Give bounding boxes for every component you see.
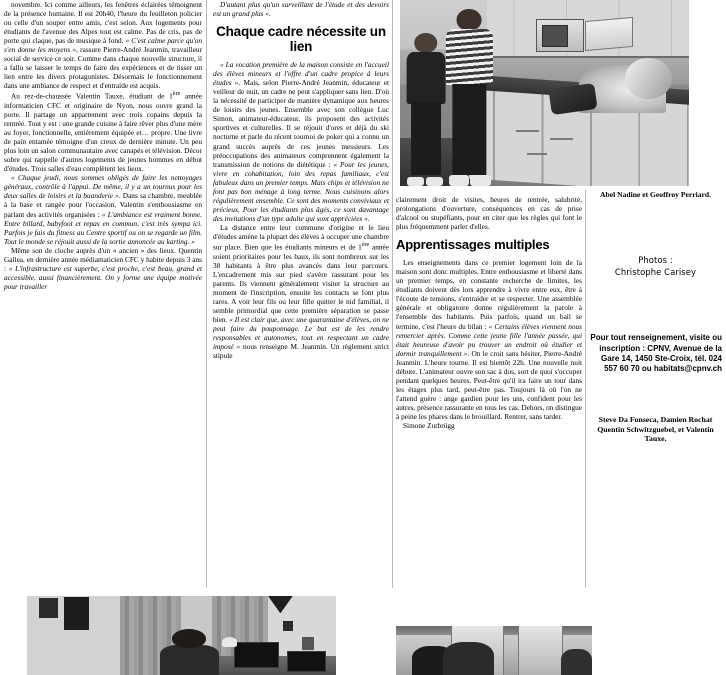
column-rule-3: [585, 190, 586, 588]
person-shoe: [470, 175, 490, 186]
person-shoe: [407, 177, 424, 186]
student-credit-names: Steve Da Fonseca, Damien Rochat Quentin Schwitzguebel, et Valentin Tauxe.: [597, 415, 714, 444]
kitchen-plate: [625, 58, 671, 99]
sidebar-column: [589, 190, 722, 444]
kitchen-range-hood: [585, 16, 633, 50]
cabinet-handle: [516, 130, 539, 132]
column-rule-1: [206, 0, 207, 588]
corridor-photo: [396, 626, 592, 675]
person-shoe: [426, 177, 443, 186]
photo-credit-label: Photos :: [638, 255, 673, 266]
article-column-1: [4, 0, 202, 291]
room-lamp: [222, 637, 237, 646]
cabinet-handle: [527, 153, 547, 155]
paragraph: Au rez-de-chaussée Valentin Tauxe, étudiant de 1ère année informaticien CFC et originaire de Nyon, nous ouvre grand la porte. Il partage un appartement avec trois copains depuis la rentrée. Tout y est : une grande cuisine à faire rêver plus d'une mère au foyer, fonctionnelle, entièrement équipée et… propre. Une livre de pain entamée témoigne d'un creux de dernière minute. Un peu plus loin un salon communautaire avec canapés et télévision. Décor sobre qui rappelle d'autres logements de jeunes hommes en début d'études. Trois salles d'eau complètent les lieux.: [4, 91, 202, 174]
room-person-body: [160, 645, 219, 675]
person-torso: [446, 29, 492, 86]
room-poster: [283, 621, 292, 630]
section-heading-apprentissages: Apprentissages multiples: [396, 237, 550, 253]
paragraph: Les enseignements dans ce premier logement loin de la maison sont donc multiples. Entre enthousiasme et liberté dans un premier temps, en constante recherche de limites, les étudiants doivent dès lors apprendre à vivre entre eux, être à l'écoute de tensions, s'entraider et se respecter. Une assemblée générale et obligatoire donne régulièrement la parole à l'ensemble des habitants. Puis parfois, quand un bail se termine, c'est l'heure du bilan : « Certains élèves viennent nous remercier après. Comme cette jeune fille l'année passée, qui était heureuse d'avoir pu trouver un endroit où étudier et dormir tranquillement ». On le croit sans hésiter, Pierre-André Jeanmin. L'heure tourne. Il est bientôt 22h. Une nouvelle nuit débute. L'animateur ouvre son sac à dos, sort de quoi s'occuper pendant quelques heures. Peut-être qu'il ira faire un tour dans les étages plus tard, peut-être pas. Toujours là où l'on ne l'attend guère : ange gardien pour les uns, confident pour les autres, présence rassurante en tous les cas. Dehors, on distingue à peine les phares dans le brouillard. Rentrer, sans tarder.: [396, 258, 583, 421]
paragraph: clairement droit de visites, heures de rentrée, salubrité, prolongations d'ouverture, conséquences en cas de prise d'alcool ou stupéfiants, pour en citer que les règles qui font le plus fréquemment parler d'elles.: [396, 195, 582, 232]
article-column-3: [396, 195, 582, 430]
person-left: [406, 33, 446, 186]
person-right: [446, 9, 492, 186]
photo-credit-name: Christophe Carisey: [614, 266, 697, 277]
person-shoe: [449, 175, 469, 186]
room-person-head: [172, 629, 206, 648]
person-legs: [411, 102, 441, 175]
paragraph: « La vocation première de la maison consiste en l'accueil des élèves mineurs et l'offre d'un cadre propice à leurs études ». Mais, selon Pierre-André Jeanmin, éducateur et veilleur de nuit, un cadre ne peut s'appliquer sans lien. D'où la nécessité de participer de manière dynamique aux heures de loisirs des jeunes. Ensemble avec son collègue Luc Simon, animateur-éducateur, ils proposent des activités sportives et culturelles. Il se réjouit d'ores et déjà du ski nocturne et parle du récent tournoi de poker qui a connu un grand succès auprès de ces jeunes messieurs. Les préoccupations des animateurs comprennent également la transmission de notions de diététique : « Pour les jeunes, vivre en cohabitation, loin des repas familiaux, c'est fabuleux dans un premier temps. Mais chips et télévision ne font pas bon ménage à long terme. Nous cuisinons alors régulièrement ensemble. Ce sont des moments conviviaux et précieux. Pour les étudiants plus âgés, ce sont davantage des invitations d'un type adulte qui sont appréciées ».: [213, 60, 389, 223]
article-byline: Simone Zurbrügg: [403, 421, 455, 431]
corridor-door: [518, 626, 563, 675]
corridor-photo-content: [396, 626, 592, 675]
kitchen-microwave: [536, 19, 584, 53]
person-legs: [453, 84, 486, 176]
column-rule-2: [392, 0, 393, 588]
room-photo: [27, 596, 336, 675]
corridor-person: [443, 642, 494, 675]
section-heading-chaque-cadre: Chaque cadre nécessite un lien: [216, 24, 386, 55]
room-monitor: [234, 642, 279, 668]
person-head: [457, 9, 482, 30]
article-column-2: [213, 0, 389, 360]
room-poster: [64, 597, 89, 630]
paragraph: Même son de cloche auprès d'un « ancien » des lieux. Quentin Gallea, en dernière année médiamaticien CFC y habite depuis 3 ans : « L'infrastructure est superbe, c'est proche, c'est beau, grand et accessible, aussi financièrement. On y forme une équipe motivée pour travailler: [4, 245, 202, 291]
photo-credit: [589, 255, 722, 278]
cabinet-handle: [550, 138, 573, 140]
kitchen-photo-caption: Abel Nadine et Geoffroy Perriard.: [600, 190, 711, 199]
paragraph: « Chaque jeudi, nous sommes obligés de faire les nettoyages généraux, contrôle à l'appui. De même, il y a un tournus pour les deux salles de loisirs et la buanderie ». Dans sa chambre, meublée à la base et rangée pour l'occasion, Valentin s'enthousiasme en parlant des activités organisées : « L'ambiance est vraiment bonne. Entre billard, babyfoot et repas en commun, c'est très sympa ici. Parfois je fais du fitness au Centre sportif ou on se regarde un film. Tout le monde se réjouit aussi de la sortie annoncée au karting. »: [4, 173, 202, 246]
person-torso: [407, 52, 446, 104]
room-poster: [39, 598, 58, 619]
kitchen-photo: [400, 0, 689, 186]
paragraph: novembre. Ici comme ailleurs, les fenêtres éclairées témoignent de la présence humaine. Il est 20h40, l'heure du feuilleton policier ou celle d'un souper entre amis, c'est selon. Aux logements pour étudiants de l'avenue des Alpes tout est calme. Pas de cris, pas de porte qui claque, pas de musique à fond. « C'est calme parce qu'on s'en donne les moyens », rassure Pierre-André Jeanmin, travailleur social de service ce soir. Comme dans chaque nouvelle structure, il a fallu se laisser le temps de faire des expériences et de tisser un lien entre les divers protagonistes. Désormais le fonctionnement dans une ambiance de respect et d'entraide est acquis.: [4, 0, 202, 91]
room-poster: [302, 637, 314, 650]
room-photo-content: [27, 596, 336, 675]
kitchen-photo-content: [400, 0, 689, 186]
paragraph: La distance entre leur commune d'origine et le lieu d'études amène la plupart des élèves à occuper une chambre sur place. Bien que les étudiants mineurs et de 1ère année soient prioritaires pour les baux, ils sont nombreux sur les 38 habitants à être plus avancés dans leur parcours. L'encadrement mis sur pied s'avère rassurant pour les parents. Ils viennent généralement visiter la structure au moment de l'inscription, ensuite les contacts se font plus rares. A voir leur fils ou leur fille quitter le nid familial, il semble primordial que cette première séparation se passe bien. « Il est clair que, avec une quarantaine d'élèves, on ne peut faire du pouponnage. Le but est de les rendre responsables et autonomes, tout en respectant un cadre imposé » nous renseigne M. Jeanmin. Un règlement strict stipule: [213, 222, 389, 361]
corridor-person: [561, 649, 592, 675]
contact-infobox: Pour tout renseignement, visite ou inscription : CPNV, Avenue de la Gare 14, 1450 Ste-Croix, tél. 024 557 60 70 ou habitats@cpnv.ch: [590, 333, 722, 374]
room-laptop: [287, 651, 326, 672]
paragraph-lead-in: D'autant plus qu'un surveillant de l'étude et des devoirs est un grand plus ».: [213, 0, 389, 19]
person-head: [414, 33, 437, 53]
